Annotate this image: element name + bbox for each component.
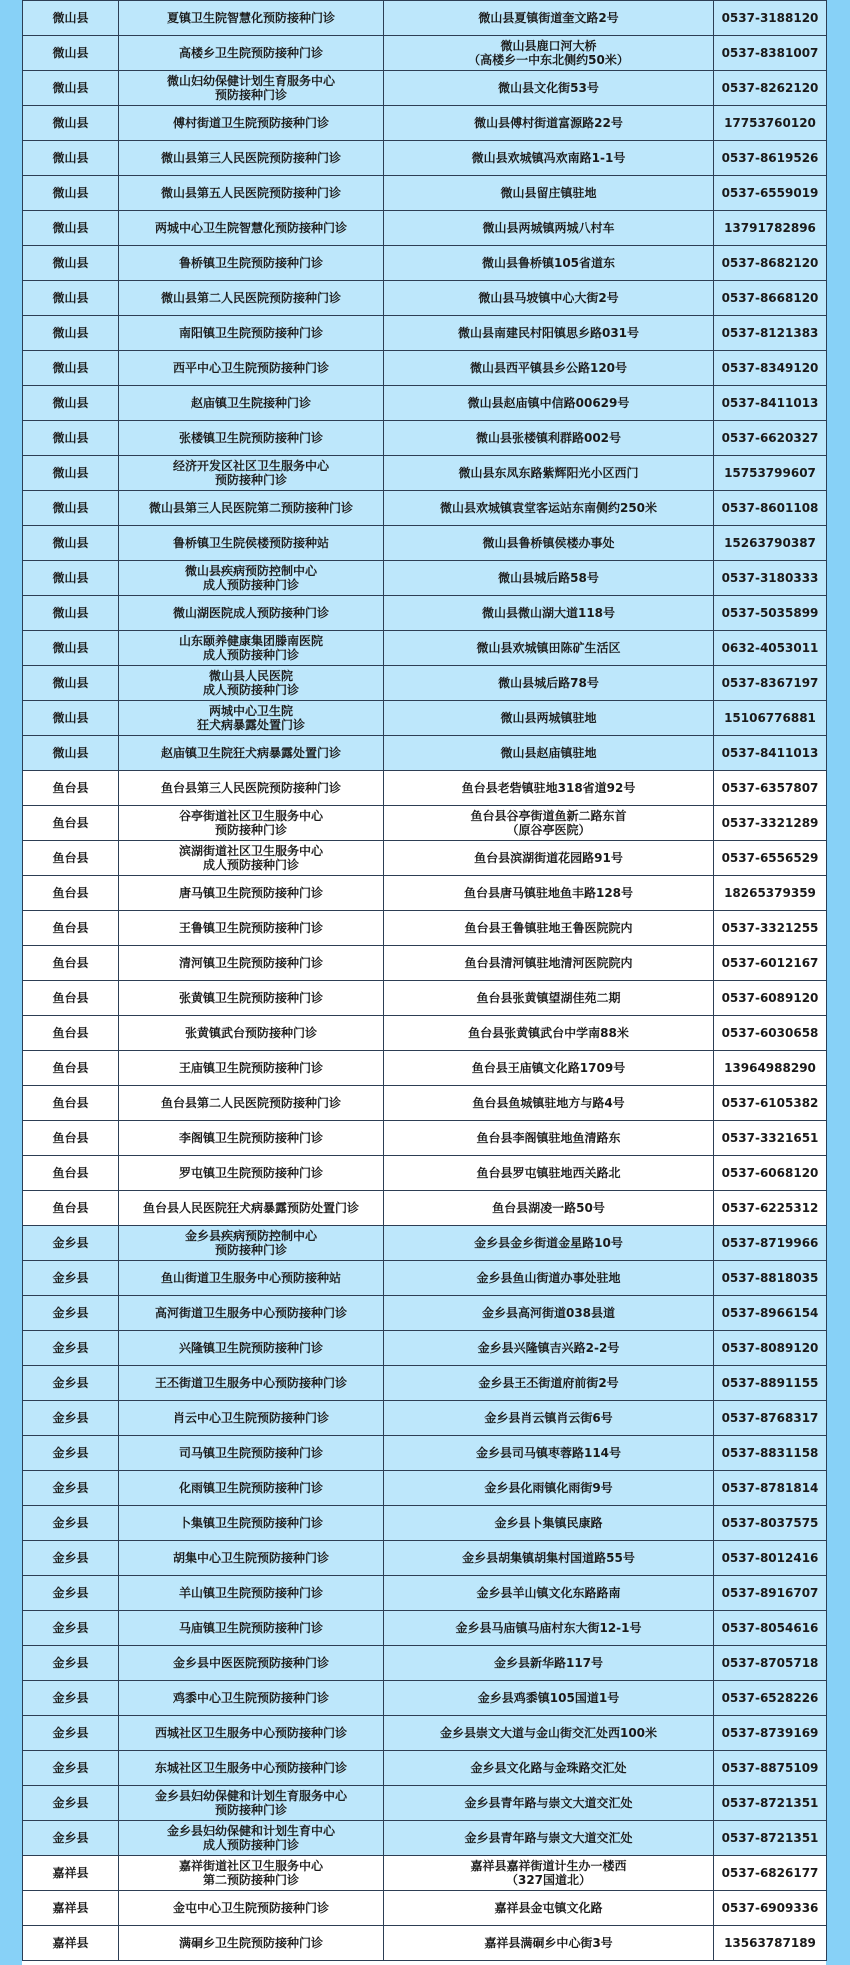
- address-cell: 微山县城后路58号: [384, 561, 714, 596]
- county-cell: 微山县: [23, 561, 119, 596]
- address-cell: 微山县赵庙镇中信路00629号: [384, 386, 714, 421]
- clinic-name-cell: 张楼镇卫生院预防接种门诊: [119, 421, 384, 456]
- county-cell: 鱼台县: [23, 806, 119, 841]
- table-row: [23, 1611, 827, 1646]
- address-cell: 微山县鹿口河大桥 （高楼乡一中东北侧约50米）: [384, 36, 714, 71]
- clinic-name-cell: 微山县疾病预防控制中心 成人预防接种门诊: [119, 561, 384, 596]
- phone-cell: 13791782896: [714, 211, 827, 246]
- phone-cell: 0537-6030658: [714, 1016, 827, 1051]
- address-cell: 金乡县鱼山街道办事处驻地: [384, 1261, 714, 1296]
- clinic-name-cell: 兴隆镇卫生院预防接种门诊: [119, 1331, 384, 1366]
- table-row: [23, 71, 827, 106]
- address-cell: 金乡县胡集镇胡集村国道路55号: [384, 1541, 714, 1576]
- clinic-name-cell: 西城社区卫生服务中心预防接种门诊: [119, 1716, 384, 1751]
- table-row: [23, 1191, 827, 1226]
- table-row: [23, 666, 827, 701]
- phone-cell: 0537-8054616: [714, 1611, 827, 1646]
- clinic-name-cell: 王庙镇卫生院预防接种门诊: [119, 1051, 384, 1086]
- county-cell: 微山县: [23, 526, 119, 561]
- clinic-name-cell: 微山县第二人民医院预防接种门诊: [119, 281, 384, 316]
- county-cell: 金乡县: [23, 1681, 119, 1716]
- county-cell: 金乡县: [23, 1786, 119, 1821]
- table-row: [23, 526, 827, 561]
- address-cell: 鱼台县湖凌一路50号: [384, 1191, 714, 1226]
- county-cell: 微山县: [23, 631, 119, 666]
- table-row: [23, 1261, 827, 1296]
- clinic-name-cell: 微山县第三人民医院第二预防接种门诊: [119, 491, 384, 526]
- address-cell: 微山县鲁桥镇侯楼办事处: [384, 526, 714, 561]
- address-cell: 微山县欢城镇袁堂客运站东南侧约250米: [384, 491, 714, 526]
- phone-cell: 0537-6559019: [714, 176, 827, 211]
- county-cell: 鱼台县: [23, 876, 119, 911]
- table-row: [23, 596, 827, 631]
- address-cell: 微山县留庄镇驻地: [384, 176, 714, 211]
- clinic-name-cell: 金乡县妇幼保健和计划生育中心 成人预防接种门诊: [119, 1821, 384, 1856]
- address-cell: 金乡县鸡黍镇105国道1号: [384, 1681, 714, 1716]
- clinic-name-cell: 胡集中心卫生院预防接种门诊: [119, 1541, 384, 1576]
- phone-cell: 0537-8831158: [714, 1436, 827, 1471]
- clinic-name-cell: 唐马镇卫生院预防接种门诊: [119, 876, 384, 911]
- county-cell: 微山县: [23, 456, 119, 491]
- clinic-name-cell: 鱼台县第二人民医院预防接种门诊: [119, 1086, 384, 1121]
- table-row: [23, 736, 827, 771]
- table-row: [23, 141, 827, 176]
- table-row: [23, 1681, 827, 1716]
- address-cell: 微山县南建民村阳镇思乡路031号: [384, 316, 714, 351]
- table-row: [23, 1716, 827, 1751]
- table-row: [23, 806, 827, 841]
- county-cell: 金乡县: [23, 1366, 119, 1401]
- address-cell: 鱼台县张黄镇望湖佳苑二期: [384, 981, 714, 1016]
- address-cell: 微山县傅村街道富源路22号: [384, 106, 714, 141]
- address-cell: 微山县张楼镇利群路002号: [384, 421, 714, 456]
- table-row: [23, 1856, 827, 1891]
- address-cell: 金乡县新华路117号: [384, 1646, 714, 1681]
- address-cell: 金乡县羊山镇文化东路路南: [384, 1576, 714, 1611]
- county-cell: 嘉祥县: [23, 1891, 119, 1926]
- phone-cell: 17753760120: [714, 106, 827, 141]
- phone-cell: 13563787189: [714, 1926, 827, 1961]
- county-cell: 鱼台县: [23, 841, 119, 876]
- table-row: [23, 876, 827, 911]
- phone-cell: 0537-3188120: [714, 1, 827, 36]
- clinic-name-cell: 微山县人民医院 成人预防接种门诊: [119, 666, 384, 701]
- clinic-name-cell: 李阁镇卫生院预防接种门诊: [119, 1121, 384, 1156]
- table-body: [23, 1, 827, 1961]
- county-cell: 微山县: [23, 316, 119, 351]
- phone-cell: 0537-6225312: [714, 1191, 827, 1226]
- clinic-name-cell: 鱼台县人民医院狂犬病暴露预防处置门诊: [119, 1191, 384, 1226]
- table-row: [23, 1471, 827, 1506]
- address-cell: 微山县城后路78号: [384, 666, 714, 701]
- county-cell: 微山县: [23, 421, 119, 456]
- address-cell: 鱼台县王鲁镇驻地王鲁医院院内: [384, 911, 714, 946]
- clinic-name-cell: 金乡县中医医院预防接种门诊: [119, 1646, 384, 1681]
- county-cell: 微山县: [23, 1, 119, 36]
- address-cell: 金乡县高河街道038县道: [384, 1296, 714, 1331]
- table-row: [23, 1751, 827, 1786]
- phone-cell: 0537-8719966: [714, 1226, 827, 1261]
- phone-cell: 0537-8012416: [714, 1541, 827, 1576]
- phone-cell: 0537-8381007: [714, 36, 827, 71]
- phone-cell: 0537-8411013: [714, 736, 827, 771]
- table-row: [23, 456, 827, 491]
- address-cell: 鱼台县张黄镇武台中学南88米: [384, 1016, 714, 1051]
- table-row: [23, 1576, 827, 1611]
- table-row: [23, 1821, 827, 1856]
- table-row: [23, 1086, 827, 1121]
- clinic-name-cell: 西平中心卫生院预防接种门诊: [119, 351, 384, 386]
- phone-cell: 0537-8705718: [714, 1646, 827, 1681]
- phone-cell: 0537-8721351: [714, 1821, 827, 1856]
- address-cell: 鱼台县清河镇驻地清河医院院内: [384, 946, 714, 981]
- address-cell: 金乡县化雨镇化雨街9号: [384, 1471, 714, 1506]
- clinic-name-cell: 微山妇幼保健计划生育服务中心 预防接种门诊: [119, 71, 384, 106]
- table-row: [23, 981, 827, 1016]
- table-row: [23, 1121, 827, 1156]
- address-cell: 微山县赵庙镇驻地: [384, 736, 714, 771]
- table-row: [23, 1401, 827, 1436]
- county-cell: 金乡县: [23, 1576, 119, 1611]
- clinic-name-cell: 两城中心卫生院 狂犬病暴露处置门诊: [119, 701, 384, 736]
- phone-cell: 0537-8121383: [714, 316, 827, 351]
- table-row: [23, 36, 827, 71]
- county-cell: 鱼台县: [23, 946, 119, 981]
- county-cell: 金乡县: [23, 1751, 119, 1786]
- clinic-name-cell: 鸡黍中心卫生院预防接种门诊: [119, 1681, 384, 1716]
- county-cell: 微山县: [23, 666, 119, 701]
- clinic-name-cell: 高河街道卫生服务中心预防接种门诊: [119, 1296, 384, 1331]
- county-cell: 嘉祥县: [23, 1926, 119, 1961]
- county-cell: 金乡县: [23, 1261, 119, 1296]
- address-cell: 鱼台县滨湖街道花园路91号: [384, 841, 714, 876]
- clinic-name-cell: 羊山镇卫生院预防接种门诊: [119, 1576, 384, 1611]
- phone-cell: 0537-8262120: [714, 71, 827, 106]
- table-row: [23, 1506, 827, 1541]
- address-cell: 金乡县兴隆镇吉兴路2-2号: [384, 1331, 714, 1366]
- clinic-name-cell: 微山县第三人民医院预防接种门诊: [119, 141, 384, 176]
- address-cell: 微山县欢城镇田陈矿生活区: [384, 631, 714, 666]
- county-cell: 微山县: [23, 596, 119, 631]
- table-row: [23, 211, 827, 246]
- phone-cell: 0537-8619526: [714, 141, 827, 176]
- phone-cell: 0537-6620327: [714, 421, 827, 456]
- clinic-name-cell: 南阳镇卫生院预防接种门诊: [119, 316, 384, 351]
- address-cell: 嘉祥县嘉祥街道计生办一楼西 （327国道北）: [384, 1856, 714, 1891]
- phone-cell: 0537-6012167: [714, 946, 827, 981]
- clinic-name-cell: 金乡县妇幼保健和计划生育服务中心 预防接种门诊: [119, 1786, 384, 1821]
- county-cell: 金乡县: [23, 1471, 119, 1506]
- phone-cell: 0537-8739169: [714, 1716, 827, 1751]
- table-row: [23, 1016, 827, 1051]
- phone-cell: 0537-8037575: [714, 1506, 827, 1541]
- clinic-name-cell: 傅村街道卫生院预防接种门诊: [119, 106, 384, 141]
- address-cell: 金乡县文化路与金珠路交汇处: [384, 1751, 714, 1786]
- clinic-name-cell: 赵庙镇卫生院狂犬病暴露处置门诊: [119, 736, 384, 771]
- county-cell: 鱼台县: [23, 981, 119, 1016]
- county-cell: 金乡县: [23, 1296, 119, 1331]
- clinic-name-cell: 金屯中心卫生院预防接种门诊: [119, 1891, 384, 1926]
- address-cell: 微山县两城镇驻地: [384, 701, 714, 736]
- table-row: [23, 1541, 827, 1576]
- county-cell: 微山县: [23, 71, 119, 106]
- table-row: [23, 1051, 827, 1086]
- phone-cell: 0537-6089120: [714, 981, 827, 1016]
- phone-cell: 0537-6528226: [714, 1681, 827, 1716]
- address-cell: 金乡县青年路与崇文大道交汇处: [384, 1786, 714, 1821]
- county-cell: 金乡县: [23, 1646, 119, 1681]
- table-row: [23, 281, 827, 316]
- phone-cell: 0632-4053011: [714, 631, 827, 666]
- clinic-name-cell: 赵庙镇卫生院接种门诊: [119, 386, 384, 421]
- clinic-name-cell: 两城中心卫生院智慧化预防接种门诊: [119, 211, 384, 246]
- clinic-name-cell: 满硐乡卫生院预防接种门诊: [119, 1926, 384, 1961]
- clinic-name-cell: 微山县第五人民医院预防接种门诊: [119, 176, 384, 211]
- clinic-name-cell: 罗屯镇卫生院预防接种门诊: [119, 1156, 384, 1191]
- table-row: [23, 176, 827, 211]
- table-row: [23, 631, 827, 666]
- address-cell: 微山县鲁桥镇105省道东: [384, 246, 714, 281]
- address-cell: 微山县文化街53号: [384, 71, 714, 106]
- table-row: [23, 1156, 827, 1191]
- county-cell: 微山县: [23, 701, 119, 736]
- clinic-name-cell: 金乡县疾病预防控制中心 预防接种门诊: [119, 1226, 384, 1261]
- clinic-name-cell: 山东颐养健康集团滕南医院 成人预防接种门诊: [119, 631, 384, 666]
- county-cell: 嘉祥县: [23, 1856, 119, 1891]
- county-cell: 微山县: [23, 281, 119, 316]
- phone-cell: 0537-6068120: [714, 1156, 827, 1191]
- address-cell: 金乡县马庙镇马庙村东大街12-1号: [384, 1611, 714, 1646]
- county-cell: 金乡县: [23, 1331, 119, 1366]
- county-cell: 微山县: [23, 141, 119, 176]
- clinic-name-cell: 微山湖医院成人预防接种门诊: [119, 596, 384, 631]
- phone-cell: 15106776881: [714, 701, 827, 736]
- address-cell: 微山县夏镇街道奎文路2号: [384, 1, 714, 36]
- county-cell: 金乡县: [23, 1611, 119, 1646]
- phone-cell: 13964988290: [714, 1051, 827, 1086]
- phone-cell: 0537-8721351: [714, 1786, 827, 1821]
- county-cell: 微山县: [23, 36, 119, 71]
- table-row: [23, 491, 827, 526]
- county-cell: 金乡县: [23, 1821, 119, 1856]
- address-cell: 鱼台县鱼城镇驻地方与路4号: [384, 1086, 714, 1121]
- county-cell: 微山县: [23, 386, 119, 421]
- table-row: [23, 1646, 827, 1681]
- address-cell: 金乡县司马镇枣蓉路114号: [384, 1436, 714, 1471]
- county-cell: 鱼台县: [23, 1086, 119, 1121]
- table-row: [23, 1926, 827, 1961]
- address-cell: 金乡县青年路与崇文大道交汇处: [384, 1821, 714, 1856]
- phone-cell: 0537-6357807: [714, 771, 827, 806]
- phone-cell: 0537-8768317: [714, 1401, 827, 1436]
- county-cell: 鱼台县: [23, 1051, 119, 1086]
- table-row: [23, 421, 827, 456]
- table-row: [23, 1891, 827, 1926]
- phone-cell: 0537-5035899: [714, 596, 827, 631]
- address-cell: 鱼台县王庙镇文化路1709号: [384, 1051, 714, 1086]
- table-frame: [22, 0, 826, 1965]
- vaccination-clinic-table: [22, 0, 827, 1961]
- table-row: [23, 351, 827, 386]
- phone-cell: 0537-8668120: [714, 281, 827, 316]
- county-cell: 鱼台县: [23, 771, 119, 806]
- clinic-name-cell: 鱼山街道卫生服务中心预防接种站: [119, 1261, 384, 1296]
- address-cell: 微山县微山湖大道118号: [384, 596, 714, 631]
- county-cell: 微山县: [23, 106, 119, 141]
- phone-cell: 0537-3321289: [714, 806, 827, 841]
- phone-cell: 0537-8349120: [714, 351, 827, 386]
- clinic-name-cell: 马庙镇卫生院预防接种门诊: [119, 1611, 384, 1646]
- table-row: [23, 386, 827, 421]
- address-cell: 金乡县卜集镇民康路: [384, 1506, 714, 1541]
- clinic-name-cell: 卜集镇卫生院预防接种门诊: [119, 1506, 384, 1541]
- clinic-name-cell: 王丕街道卫生服务中心预防接种门诊: [119, 1366, 384, 1401]
- phone-cell: 0537-8875109: [714, 1751, 827, 1786]
- address-cell: 鱼台县谷亭街道鱼新二路东首 （原谷亭医院）: [384, 806, 714, 841]
- table-row: [23, 1786, 827, 1821]
- address-cell: 金乡县金乡街道金星路10号: [384, 1226, 714, 1261]
- clinic-name-cell: 司马镇卫生院预防接种门诊: [119, 1436, 384, 1471]
- address-cell: 鱼台县李阁镇驻地鱼清路东: [384, 1121, 714, 1156]
- phone-cell: 0537-6556529: [714, 841, 827, 876]
- phone-cell: 0537-3180333: [714, 561, 827, 596]
- county-cell: 金乡县: [23, 1716, 119, 1751]
- clinic-name-cell: 东城社区卫生服务中心预防接种门诊: [119, 1751, 384, 1786]
- address-cell: 鱼台县罗屯镇驻地西关路北: [384, 1156, 714, 1191]
- table-row: [23, 106, 827, 141]
- county-cell: 微山县: [23, 491, 119, 526]
- table-row: [23, 946, 827, 981]
- county-cell: 鱼台县: [23, 1156, 119, 1191]
- address-cell: 鱼台县老砦镇驻地318省道92号: [384, 771, 714, 806]
- phone-cell: 0537-8891155: [714, 1366, 827, 1401]
- table-row: [23, 911, 827, 946]
- clinic-name-cell: 鲁桥镇卫生院侯楼预防接种站: [119, 526, 384, 561]
- clinic-name-cell: 高楼乡卫生院预防接种门诊: [119, 36, 384, 71]
- clinic-name-cell: 夏镇卫生院智慧化预防接种门诊: [119, 1, 384, 36]
- address-cell: 嘉祥县金屯镇文化路: [384, 1891, 714, 1926]
- phone-cell: 0537-8411013: [714, 386, 827, 421]
- clinic-name-cell: 经济开发区社区卫生服务中心 预防接种门诊: [119, 456, 384, 491]
- clinic-name-cell: 张黄镇卫生院预防接种门诊: [119, 981, 384, 1016]
- table-row: [23, 561, 827, 596]
- phone-cell: 0537-8601108: [714, 491, 827, 526]
- county-cell: 微山县: [23, 351, 119, 386]
- address-cell: 微山县马坡镇中心大街2号: [384, 281, 714, 316]
- table-row: [23, 1, 827, 36]
- county-cell: 微山县: [23, 736, 119, 771]
- county-cell: 鱼台县: [23, 1121, 119, 1156]
- clinic-name-cell: 滨湖街道社区卫生服务中心 成人预防接种门诊: [119, 841, 384, 876]
- county-cell: 金乡县: [23, 1401, 119, 1436]
- phone-cell: 0537-8781814: [714, 1471, 827, 1506]
- county-cell: 金乡县: [23, 1226, 119, 1261]
- address-cell: 金乡县肖云镇肖云街6号: [384, 1401, 714, 1436]
- phone-cell: 0537-6826177: [714, 1856, 827, 1891]
- clinic-name-cell: 肖云中心卫生院预防接种门诊: [119, 1401, 384, 1436]
- table-row: [23, 1226, 827, 1261]
- county-cell: 鱼台县: [23, 911, 119, 946]
- phone-cell: 0537-6105382: [714, 1086, 827, 1121]
- county-cell: 微山县: [23, 176, 119, 211]
- county-cell: 金乡县: [23, 1436, 119, 1471]
- clinic-name-cell: 王鲁镇卫生院预防接种门诊: [119, 911, 384, 946]
- table-row: [23, 1331, 827, 1366]
- phone-cell: 0537-8682120: [714, 246, 827, 281]
- address-cell: 金乡县王丕街道府前街2号: [384, 1366, 714, 1401]
- address-cell: 微山县两城镇两城八村车: [384, 211, 714, 246]
- table-row: [23, 1296, 827, 1331]
- clinic-name-cell: 清河镇卫生院预防接种门诊: [119, 946, 384, 981]
- county-cell: 金乡县: [23, 1506, 119, 1541]
- address-cell: 微山县西平镇县乡公路120号: [384, 351, 714, 386]
- county-cell: 金乡县: [23, 1541, 119, 1576]
- table-row: [23, 771, 827, 806]
- phone-cell: 0537-8966154: [714, 1296, 827, 1331]
- table-row: [23, 246, 827, 281]
- table-row: [23, 841, 827, 876]
- clinic-name-cell: 嘉祥街道社区卫生服务中心 第二预防接种门诊: [119, 1856, 384, 1891]
- phone-cell: 0537-8818035: [714, 1261, 827, 1296]
- table-row: [23, 316, 827, 351]
- phone-cell: 0537-8367197: [714, 666, 827, 701]
- address-cell: 鱼台县唐马镇驻地鱼丰路128号: [384, 876, 714, 911]
- clinic-name-cell: 鱼台县第三人民医院预防接种门诊: [119, 771, 384, 806]
- address-cell: 金乡县崇文大道与金山街交汇处西100米: [384, 1716, 714, 1751]
- clinic-name-cell: 鲁桥镇卫生院预防接种门诊: [119, 246, 384, 281]
- clinic-name-cell: 张黄镇武台预防接种门诊: [119, 1016, 384, 1051]
- clinic-name-cell: 化雨镇卫生院预防接种门诊: [119, 1471, 384, 1506]
- phone-cell: 18265379359: [714, 876, 827, 911]
- phone-cell: 0537-8916707: [714, 1576, 827, 1611]
- address-cell: 微山县欢城镇冯欢南路1-1号: [384, 141, 714, 176]
- county-cell: 微山县: [23, 211, 119, 246]
- table-row: [23, 701, 827, 736]
- county-cell: 鱼台县: [23, 1191, 119, 1226]
- phone-cell: 0537-3321651: [714, 1121, 827, 1156]
- table-row: [23, 1436, 827, 1471]
- phone-cell: 15753799607: [714, 456, 827, 491]
- phone-cell: 0537-3321255: [714, 911, 827, 946]
- address-cell: 嘉祥县满硐乡中心街3号: [384, 1926, 714, 1961]
- county-cell: 微山县: [23, 246, 119, 281]
- table-row: [23, 1366, 827, 1401]
- clinic-name-cell: 谷亭街道社区卫生服务中心 预防接种门诊: [119, 806, 384, 841]
- phone-cell: 15263790387: [714, 526, 827, 561]
- phone-cell: 0537-6909336: [714, 1891, 827, 1926]
- address-cell: 微山县东凤东路紫辉阳光小区西门: [384, 456, 714, 491]
- phone-cell: 0537-8089120: [714, 1331, 827, 1366]
- county-cell: 鱼台县: [23, 1016, 119, 1051]
